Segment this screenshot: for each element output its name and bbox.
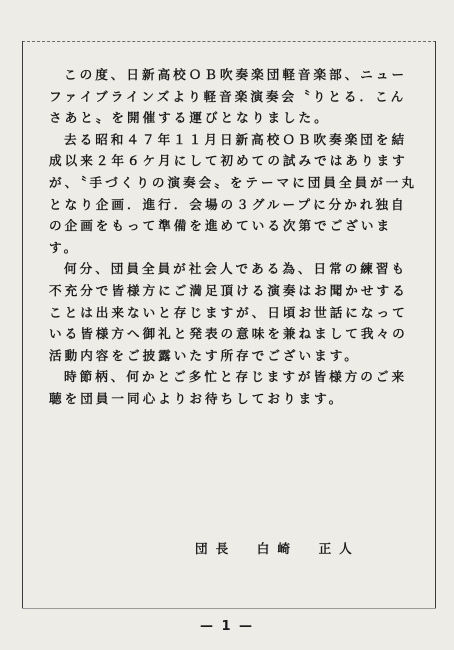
paragraph-history: 去る昭和４７年１１月日新高校ＯＢ吹奏楽団を結成以来２年６ケ月にして初めての試みではありますが、〝手づくりの演奏会〟をテーマに団員全員が一丸となり企画．進行．会場の３グループに分かれ独自の企画をもって準備を進めている次第でございます。 [49,131,417,255]
page-border-right [435,41,436,608]
paragraph-intro: この度、日新高校ＯＢ吹奏楽団軽音楽部、ニューファイブラインズより軽音楽演奏会〝りとる．こんさあと〟を開催する運びとなりました。 [49,67,408,126]
page-number: — 1 — [199,619,255,634]
paragraph-apology: 何分、団員全員が社会人である為、日常の練習も不充分で皆様方にご満足頂ける演奏はお聞かせすることは出来ないと存じますが、日頃お世話になっている皆様方へ御礼と発表の意味を兼ねまして我々の活動内容をご披露いたす所存でございます。 [49,261,408,363]
signature: 団長 白崎 正人 [195,541,360,556]
page-border-left [22,41,23,608]
body-text [49,64,421,410]
paragraph-invitation: 時節柄、何かとご多忙と存じますが皆様方のご来聴を団員一同心よりお待ちしております。 [49,369,408,406]
page-border-bottom [22,608,436,609]
page-border-top [22,41,436,42]
